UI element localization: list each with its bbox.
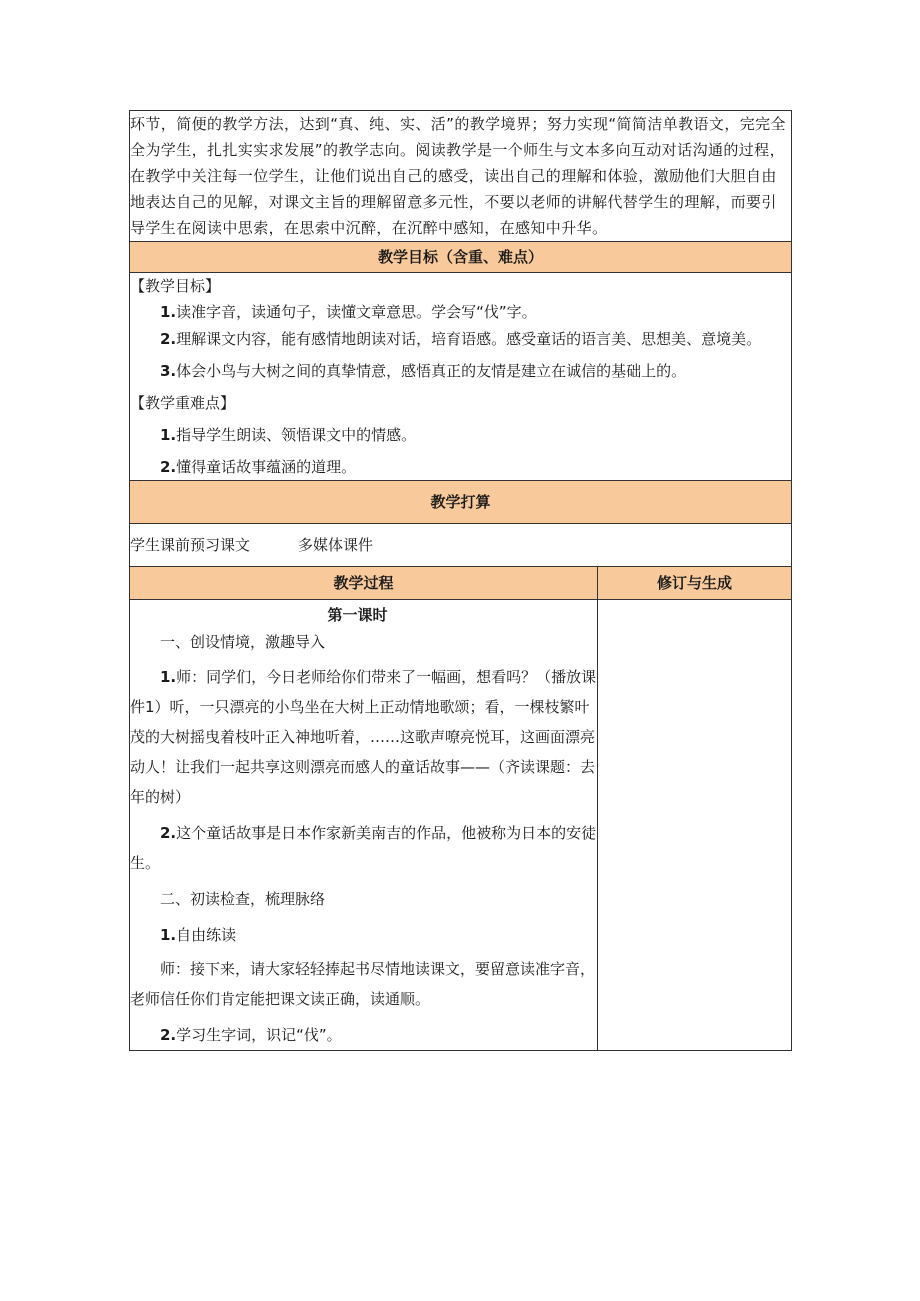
key-point-item: 1.指导学生朗读、领悟课文中的情感。 — [160, 426, 417, 444]
prep-cell — [130, 524, 792, 567]
prep-row — [130, 524, 792, 567]
process-paragraph: 1.师：同学们，今日老师给你们带来了一幅画，想看吗？（播放课件1）听，一只漂亮的小鸟坐在大树上正动情地歌颂；看，一棵枝繁叶茂的大树摇曳着枝叶正入神地听着，……这歌声嘹亮悦耳，这画面漂亮动人！让我们一起共享这则漂亮而感人的童话故事——（齐读课题：去年的树） — [130, 668, 597, 806]
prep-header-row — [130, 481, 792, 524]
prep-item-preview: 学生课前预习课文 — [130, 536, 251, 554]
revision-header: 修订与生成 — [598, 567, 792, 600]
goal-item: 3.体会小鸟与大树之间的真挚情意，感悟真正的友情是建立在诚信的基础上的。 — [160, 362, 687, 380]
goals-header-row — [130, 242, 792, 273]
intro-paragraph: 环节，简便的教学方法，达到“真、纯、实、活”的教学境界；努力实现“简简洁单教语文，完完全全为学生，扎扎实实求发展”的教学志向。阅读教学是一个师生与文本多向互动对话沟通的过程，在教学中关注每一位学生，让他们说出自己的感受，读出自己的理解和体验，激励他们大胆自由地表达自己的见解，对课文主旨的理解留意多元性，不要以老师的讲解代替学生的理解，而要引导学生在阅读中思索，在思索中沉醉，在沉醉中感知，在感知中升华。 — [130, 111, 792, 242]
part2-title: 二、初读检查，梳理脉络 — [160, 890, 326, 908]
process-header: 教学过程 — [130, 567, 598, 600]
process-paragraph: 2.这个童话故事是日本作家新美南吉的作品，他被称为日本的安徒生。 — [130, 824, 597, 872]
key-points-label: 【教学重难点】 — [130, 394, 236, 412]
goals-label: 【教学目标】 — [130, 277, 221, 295]
prep-header: 教学打算 — [130, 481, 792, 524]
goals-header: 教学目标（含重、难点） — [130, 242, 792, 273]
lesson-title: 第一课时 — [327, 606, 388, 624]
process-paragraph: 师：接下来，请大家轻轻捧起书尽情地读课文，要留意读准字音，老师信任你们肯定能把课文读正确，读通顺。 — [130, 960, 596, 1008]
prep-item-multimedia: 多媒体课件 — [298, 536, 374, 554]
process-cell — [130, 600, 598, 1051]
revision-cell — [598, 600, 792, 1051]
goals-cell — [130, 273, 792, 481]
goals-row — [130, 273, 792, 481]
process-row — [130, 600, 792, 1051]
goal-item: 2.理解课文内容，能有感情地朗读对话，培育语感。感受童话的语言美、思想美、意境美。 — [160, 330, 762, 348]
key-point-item: 2.懂得童话故事蕴涵的道理。 — [160, 458, 357, 476]
part1-title: 一、创设情境，激趣导入 — [160, 633, 326, 651]
process-header-row — [130, 567, 792, 600]
intro-row — [130, 111, 792, 242]
process-paragraph: 2.学习生字词，识记“伐”。 — [160, 1026, 342, 1044]
lesson-plan-page — [129, 110, 791, 1051]
process-paragraph: 1.自由练读 — [160, 926, 237, 944]
lesson-plan-table — [129, 110, 792, 1051]
goal-item: 1.读准字音，读通句子，读懂文章意思。学会写“伐”字。 — [160, 303, 537, 321]
